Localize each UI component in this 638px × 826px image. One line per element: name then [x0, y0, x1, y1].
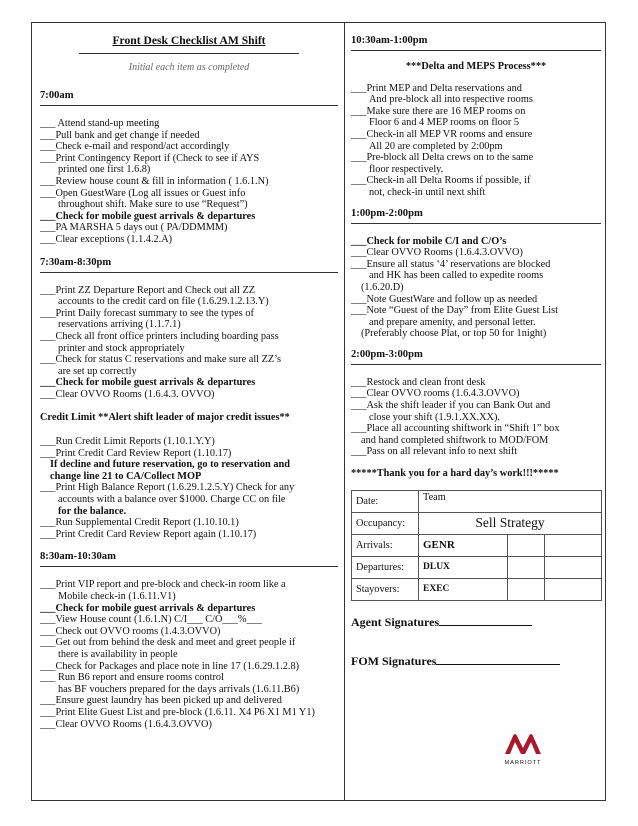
title-underline — [79, 53, 299, 54]
dlux-extra[interactable] — [545, 556, 602, 578]
checklist-line[interactable]: ___View House count (1.6.1.N) C/I___ C/O___%___ — [40, 614, 262, 626]
checklist-line[interactable]: ___Pull bank and get change if needed — [40, 129, 200, 141]
checklist-line: and hand completed shiftwork to MOD/FOM — [361, 434, 549, 446]
checklist-line: close your shift (1.9.1.XX.XX). — [369, 411, 500, 423]
checklist-line[interactable]: ___Clear OVVO Rooms (1.6.4.3.OVVO) — [40, 718, 212, 730]
checklist-line[interactable]: ___Note GuestWare and follow up as needed — [351, 293, 538, 305]
checklist-line[interactable]: ___Check for mobile C/I and C/O’s — [351, 235, 507, 247]
checklist-line[interactable]: ___Print Contingency Report if (Check to see if AYS — [40, 152, 260, 164]
left-column — [40, 22, 338, 730]
page-subtitle: Initial each item as completed — [128, 62, 250, 73]
checklist-line: printer and stock appropriately — [58, 342, 185, 354]
checklist-line: (Preferably choose Plat, or top 50 for 1night) — [361, 328, 547, 340]
dlux-value[interactable] — [508, 556, 545, 578]
fom-signature-label: FOM Signatures — [351, 653, 437, 668]
checklist-line: are set up correctly — [58, 365, 137, 377]
checklist-line[interactable]: ___Check for mobile guest arrivals & departures — [40, 210, 256, 222]
checklist-line[interactable]: ___Place all accounting shiftwork in “Shift 1” box — [351, 423, 560, 435]
checklist-line[interactable]: ___Get out from behind the desk and meet and greet people if — [40, 637, 296, 649]
checklist-line[interactable]: ___Restock and clean front desk — [351, 376, 486, 388]
checklist-line[interactable]: ___Clear exceptions (1.1.4.2.A) — [40, 233, 173, 245]
checklist-line: If decline and future reservation, go to reservation and — [50, 459, 290, 471]
thanks-note: *****Thank you for a hard day’s work!!!***** — [351, 468, 559, 480]
agent-signature-line[interactable] — [439, 615, 532, 626]
checklist-line: And pre-block all into respective rooms — [369, 94, 533, 106]
checklist-line: (1.6.20.D) — [361, 281, 404, 293]
checklist-line[interactable]: ___Check for status C reservations and make sure all ZZ’s — [40, 354, 282, 366]
credit-limit-heading: Credit Limit **Alert shift leader of major credit issues** — [40, 412, 290, 424]
list-730 — [40, 285, 338, 401]
checklist-line[interactable]: ___Make sure there are 16 MEP rooms on — [351, 105, 526, 117]
checklist-line[interactable]: ___Ask the shift leader if you can Bank Out and — [351, 400, 551, 412]
checklist-line[interactable]: ___Print Daily forecast summary to see the types of — [40, 307, 254, 319]
checklist-line[interactable]: ___Clear OVVO Rooms (1.6.4.3. OVVO) — [40, 388, 215, 400]
fom-signature-row — [351, 654, 601, 669]
genr-extra[interactable] — [545, 534, 602, 556]
checklist-line[interactable]: ___Clear OVVO Rooms (1.6.4.3.OVVO) — [351, 247, 523, 259]
checklist-line[interactable]: ___ Run B6 report and ensure rooms control — [40, 672, 224, 684]
marriott-logo-icon — [501, 730, 545, 756]
checklist-line[interactable]: ___Run Credit Limit Reports (1.10.1.Y.Y) — [40, 436, 215, 448]
section-title-7am: 7:00am — [40, 85, 338, 106]
date-label: Date: — [352, 490, 419, 512]
checklist-line: Floor 6 and 4 MEP rooms on floor 5 — [369, 117, 520, 129]
checklist-line[interactable]: ___Pre-block all Delta crews on to the same — [351, 152, 534, 164]
checklist-line[interactable]: ___Pass on all relevant info to next shift — [351, 446, 518, 458]
checklist-line[interactable]: ___Check-in all MEP VR rooms and ensure — [351, 128, 533, 140]
section-title-830: 8:30am-10:30am — [40, 546, 338, 567]
checklist-line[interactable]: ___Review house count & fill in information ( 1.6.1.N) — [40, 175, 269, 187]
list-credit — [40, 436, 338, 540]
dlux-label: DLUX — [419, 556, 508, 578]
agent-signature-label: Agent Signatures — [351, 614, 440, 629]
checklist-line: change line 21 to CA/Collect MOP — [50, 470, 202, 482]
checklist-line[interactable]: ___Print Elite Guest List and pre-block (1.6.11. X4 P6 X1 M1 Y1) — [40, 706, 315, 718]
checklist-line[interactable]: ___Ensure all status ‘4’ reservations are blocked — [351, 258, 551, 270]
checklist-line[interactable]: ___Check-in all Delta Rooms if possible, if — [351, 175, 531, 187]
checklist-line[interactable]: ___Print Credit Card Review Report again (1.10.17) — [40, 528, 257, 540]
arrivals-label: Arrivals: — [352, 534, 419, 556]
checklist-line[interactable]: ___Print ZZ Departure Report and Check out all ZZ — [40, 284, 256, 296]
marriott-logo — [493, 730, 553, 766]
genr-label: GENR — [419, 534, 508, 556]
checklist-line: printed one first 1.6.8) — [58, 164, 151, 176]
checklist-line: has BF vouchers prepared for the days arrivals (1.6.11.B6) — [58, 683, 300, 695]
exec-label: EXEC — [419, 578, 508, 600]
checklist-line[interactable]: ___Print High Balance Report (1.6.29.1.2.5.Y) Check for any — [40, 482, 295, 494]
sell-strategy-label: Sell Strategy — [419, 512, 602, 534]
list-1pm — [351, 236, 601, 340]
checklist-line: and HK has been called to expedite rooms — [369, 270, 544, 282]
section-title-2pm: 2:00pm-3:00pm — [351, 344, 601, 365]
checklist-line[interactable]: ___Clear OVVO rooms (1.6.4.3.OVVO) — [351, 388, 520, 400]
departures-label: Departures: — [352, 556, 419, 578]
section-title-730: 7:30am-8:30pm — [40, 252, 338, 273]
stayovers-label: Stayovers: — [352, 578, 419, 600]
checklist-line: All 20 are completed by 2:00pm — [369, 140, 503, 152]
page-title: Front Desk Checklist AM Shift — [112, 34, 266, 47]
shift-info-grid — [351, 490, 602, 601]
agent-signature-row — [351, 615, 601, 630]
column-divider — [344, 22, 345, 801]
right-column — [351, 22, 601, 669]
delta-meps-subtitle: ***Delta and MEPS Process*** — [405, 61, 547, 72]
checklist-line[interactable]: ___ Attend stand-up meeting — [40, 118, 160, 129]
checklist-line: Mobile check-in (1.6.11.V1) — [58, 591, 176, 602]
checklist-line[interactable]: ___Check out OVVO rooms (1.4.3.OVVO) — [40, 625, 221, 637]
team-label: Team — [419, 490, 602, 512]
checklist-line: floor respectively. — [369, 163, 444, 175]
checklist-line: not, check-in until next shift — [369, 186, 486, 198]
checklist-line: throughout shift. Make sure to use “Request”) — [58, 199, 248, 211]
checklist-line[interactable]: ___Check for Packages and place note in line 17 (1.6.29.1.2.8) — [40, 660, 300, 672]
list-2pm — [351, 377, 601, 458]
occupancy-label: Occupancy: — [352, 512, 419, 534]
checklist-line[interactable]: ___PA MARSHA 5 days out ( PA/DDMMM) — [40, 222, 228, 234]
section-title-1pm: 1:00pm-2:00pm — [351, 203, 601, 224]
list-7am — [40, 118, 338, 246]
exec-extra[interactable] — [545, 578, 602, 600]
fom-signature-line[interactable] — [436, 654, 560, 665]
checklist-line: for the balance. — [58, 505, 127, 517]
checklist-line: there is availability in people — [58, 648, 178, 660]
checklist-line[interactable]: ___Note “Guest of the Day” from Elite Guest List — [351, 305, 559, 317]
checklist-line[interactable]: ___Print Credit Card Review Report (1.10.17) — [40, 447, 232, 459]
list-1030 — [351, 83, 601, 199]
checklist-line[interactable]: ___Open GuestWare (Log all issues or Guest info — [40, 187, 246, 199]
checklist-line[interactable]: ___Print VIP report and pre-block and check-in room like a — [40, 579, 286, 591]
marriott-wordmark: MARRIOTT — [504, 760, 542, 766]
section-title-1030: 10:30am-1:00pm — [351, 22, 601, 51]
checklist-line[interactable]: ___Check all front office printers including boarding pass — [40, 330, 279, 342]
checklist-line: reservations arriving (1.1.7.1) — [58, 319, 181, 331]
checklist-line: and prepare amenity, and personal letter. — [369, 316, 536, 328]
checklist-line[interactable]: ___Check for mobile guest arrivals & departures — [40, 602, 256, 614]
checklist-line[interactable]: ___Run Supplemental Credit Report (1.10.10.1) — [40, 517, 239, 529]
checklist-line: accounts to the credit card on file (1.6.29.1.2.13.Y) — [58, 296, 269, 308]
checklist-line[interactable]: ___Ensure guest laundry has been picked up and delivered — [40, 695, 282, 707]
checklist-line: accounts with a balance over $1000. Charge CC on file — [58, 494, 286, 506]
list-830 — [40, 579, 338, 730]
genr-value[interactable] — [508, 534, 545, 556]
checklist-line[interactable]: ___Check for mobile guest arrivals & departures — [40, 377, 256, 389]
exec-value[interactable] — [508, 578, 545, 600]
checklist-line[interactable]: ___Print MEP and Delta reservations and — [351, 82, 522, 94]
checklist-line[interactable]: ___Check e-mail and respond/act accordingly — [40, 141, 230, 153]
